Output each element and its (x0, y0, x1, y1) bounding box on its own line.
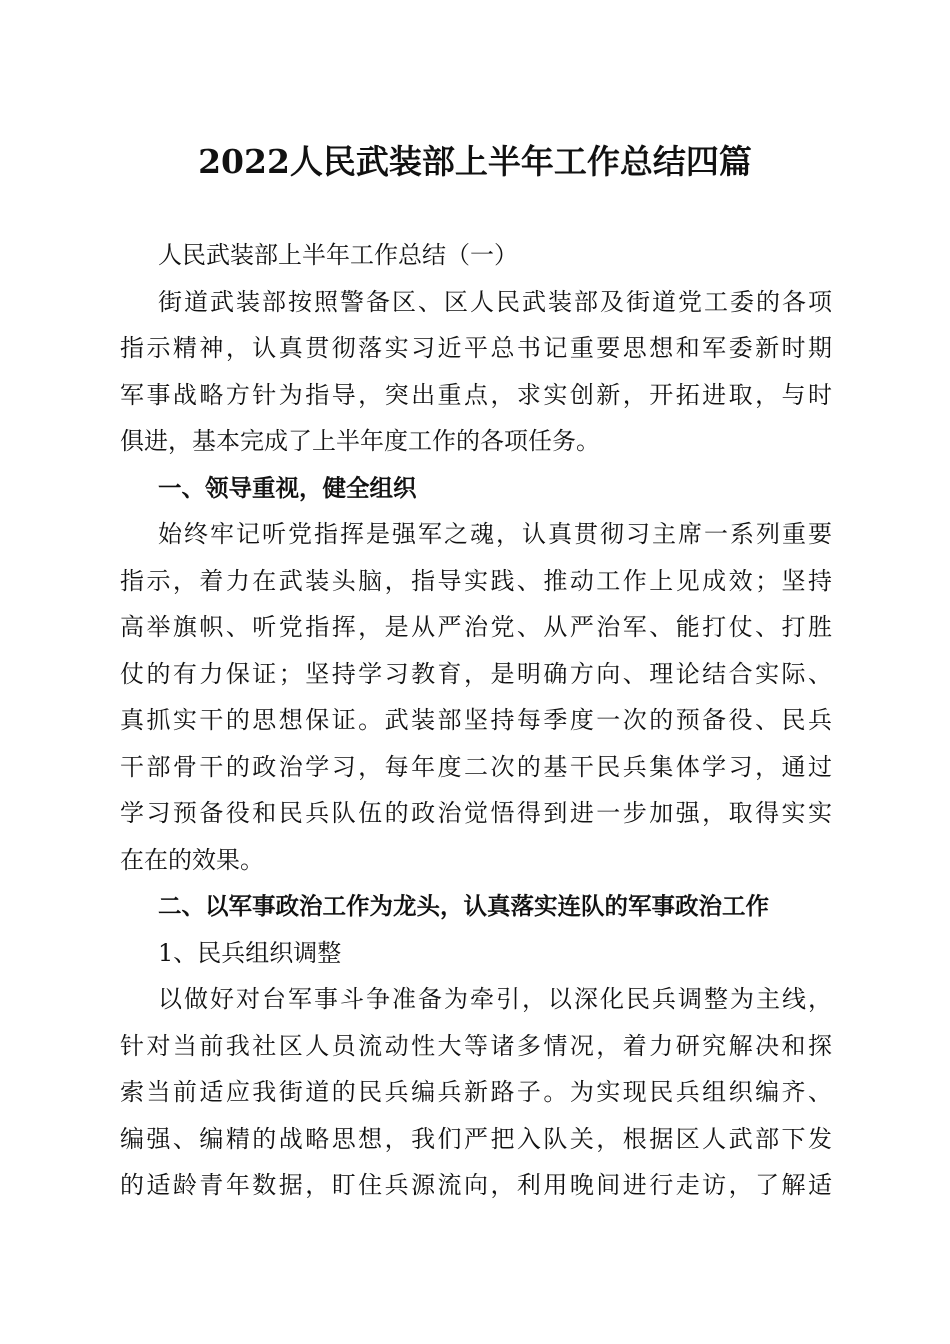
paragraph-line: 以做好对台军事斗争准备为牵引，以深化民兵调整为主线， (158, 985, 832, 1013)
paragraph-line: 军事战略方针为指导，突出重点，求实创新，开拓进取，与时 (120, 380, 832, 409)
paragraph-line: 俱进，基本完成了上半年度工作的各项任务。 (120, 427, 600, 455)
paragraph-line: 仗的有力保证；坚持学习教育，是明确方向、理论结合实际、 (120, 659, 832, 688)
paragraph-line: 指示，着力在武装头脑，指导实践、推动工作上见成效；坚持 (120, 566, 832, 595)
section-subtitle: 人民武装部上半年工作总结（一） (158, 241, 518, 269)
subsection-heading: 1、民兵组织调整 (158, 938, 342, 967)
paragraph-line: 在在的效果。 (120, 845, 264, 874)
paragraph-line: 始终牢记听党指挥是强军之魂，认真贯彻习主席一系列重要 (158, 520, 832, 548)
section-heading: 一、领导重视，健全组织 (158, 473, 417, 502)
section-heading: 二、以军事政治工作为龙头，认真落实连队的军事政治工作 (158, 892, 769, 920)
document-title: 2022人民武装部上半年工作总结四篇 (198, 142, 752, 181)
paragraph-line: 的适龄青年数据，盯住兵源流向，利用晚间进行走访，了解适 (120, 1171, 832, 1199)
paragraph-line: 街道武装部按照警备区、区人民武装部及街道党工委的各项 (158, 287, 832, 316)
paragraph-line: 高举旗帜、听党指挥，是从严治党、从严治军、能打仗、打胜 (120, 613, 832, 641)
paragraph-line: 针对当前我社区人员流动性大等诸多情况，着力研究解决和探 (120, 1031, 832, 1060)
paragraph-line: 索当前适应我街道的民兵编兵新路子。为实现民兵组织编齐、 (120, 1078, 832, 1106)
paragraph-line: 编强、编精的战略思想，我们严把入队关，根据区人武部下发 (120, 1124, 832, 1153)
paragraph-line: 干部骨干的政治学习，每年度二次的基干民兵集体学习，通过 (120, 752, 832, 781)
paragraph-line: 指示精神，认真贯彻落实习近平总书记重要思想和军委新时期 (120, 334, 832, 362)
paragraph-line: 真抓实干的思想保证。武装部坚持每季度一次的预备役、民兵 (120, 706, 832, 734)
paragraph-line: 学习预备役和民兵队伍的政治觉悟得到进一步加强，取得实实 (120, 799, 832, 827)
document-body (120, 232, 832, 1209)
